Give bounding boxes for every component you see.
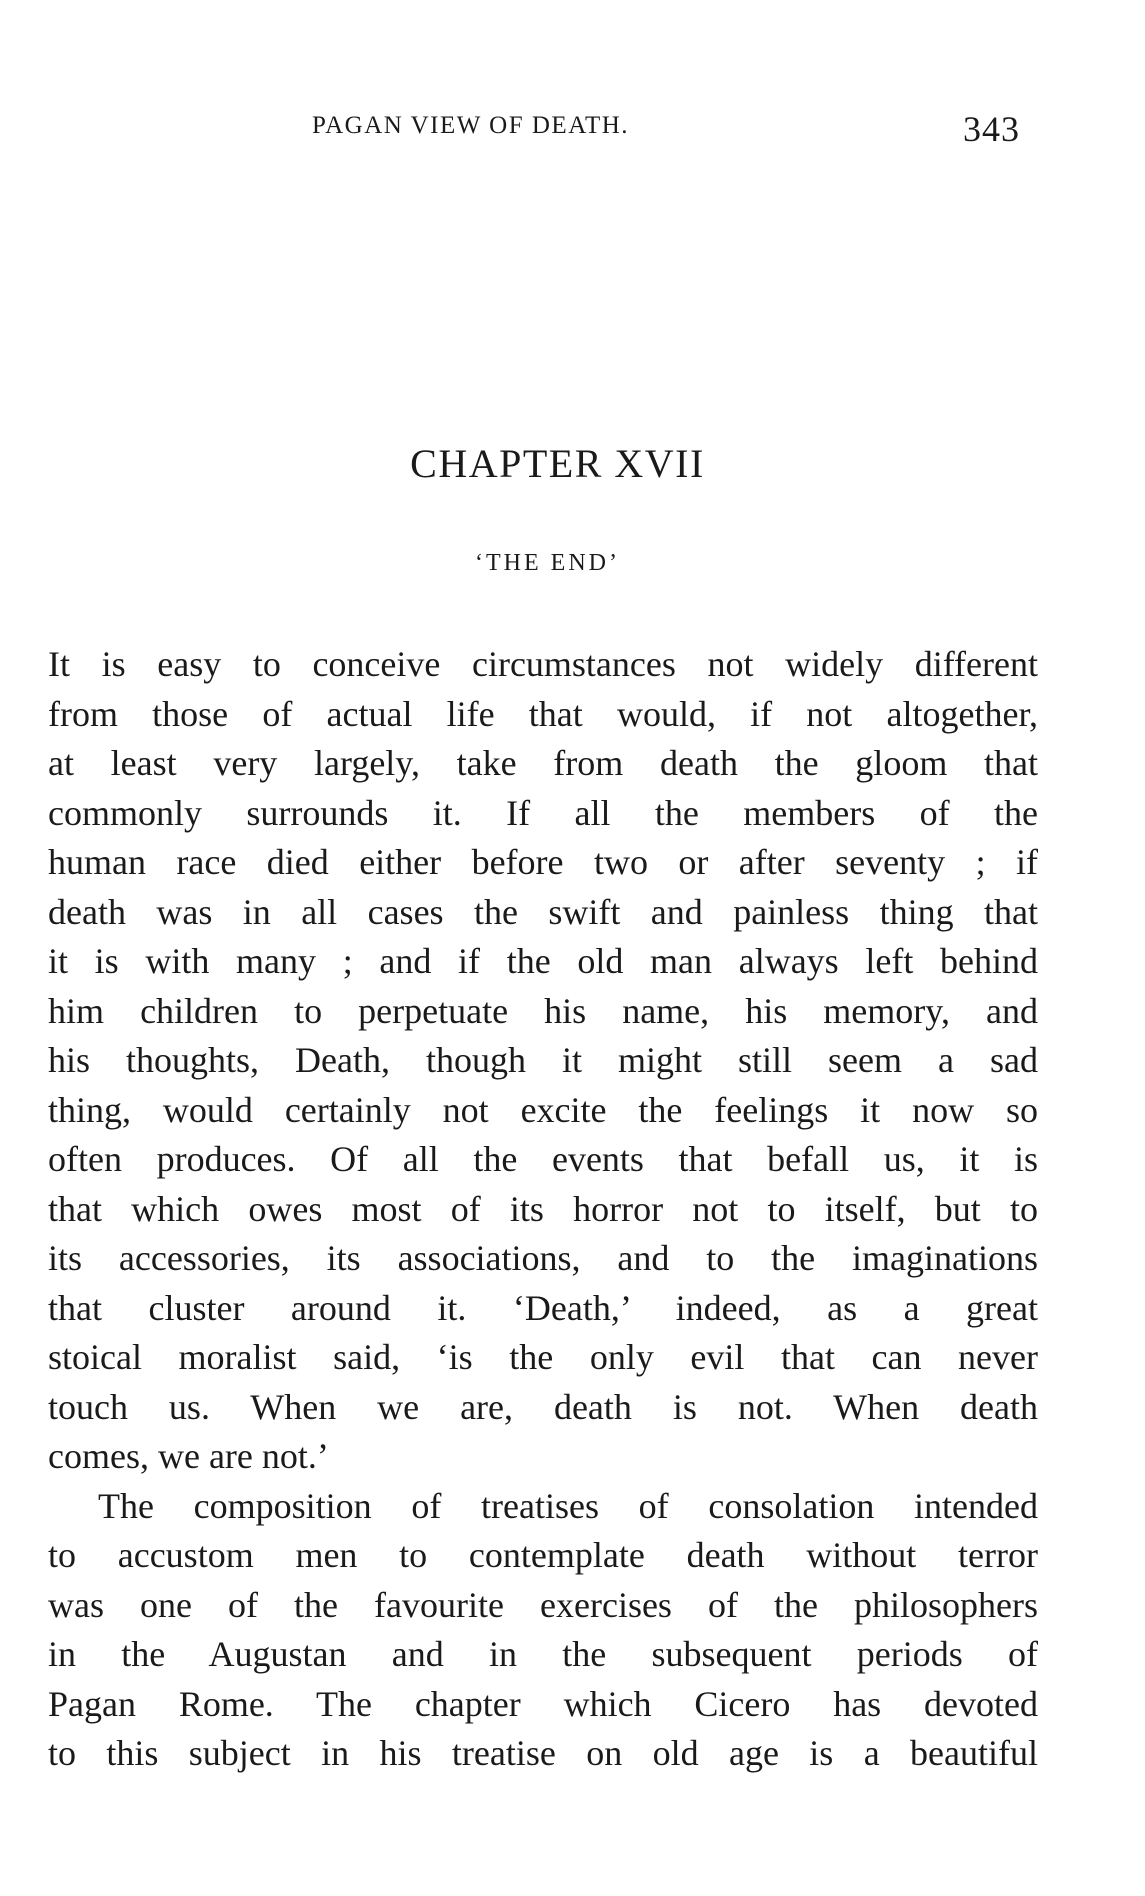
running-head — [0, 108, 1145, 158]
text-line: was one of the favourite exercises of the philosophers — [48, 1584, 1038, 1625]
text-line: stoical moralist said, ‘is the only evil that can never — [48, 1337, 1038, 1377]
text-line: from those of actual life that would, if not altogether, — [48, 693, 1038, 734]
text-line: in the Augustan and in the subsequent periods of — [48, 1634, 1038, 1674]
text-line: Pagan Rome. The chapter which Cicero has devoted — [48, 1683, 1038, 1724]
body-text — [48, 640, 1038, 1779]
text-line: its accessories, its associations, and to the imaginations — [48, 1238, 1038, 1278]
text-line: touch us. When we are, death is not. When death — [48, 1386, 1038, 1427]
chapter-heading: CHAPTER XVII — [410, 441, 705, 486]
text-line: to accustom men to contemplate death without terror — [48, 1535, 1038, 1575]
text-line: his thoughts, Death, though it might still seem a sad — [48, 1040, 1038, 1080]
text-line: that cluster around it. ‘Death,’ indeed, as a great — [48, 1287, 1038, 1328]
chapter-subtitle: ‘THE END’ — [475, 550, 620, 576]
text-line: to this subject in his treatise on old age is a beautiful — [48, 1733, 1038, 1773]
text-line: that which owes most of its horror not to itself, but to — [48, 1188, 1038, 1229]
paragraph-2 — [48, 1482, 1038, 1779]
text-line: him children to perpetuate his name, his memory, and — [48, 990, 1038, 1031]
text-line: human race died either before two or after seventy ; if — [48, 842, 1038, 882]
text-line: commonly surrounds it. If all the members of the — [48, 792, 1038, 833]
text-line: The composition of treatises of consolation intended — [98, 1485, 1038, 1526]
page-number: 343 — [963, 109, 1020, 149]
text-line: It is easy to conceive circumstances not widely different — [48, 644, 1038, 684]
text-line: death was in all cases the swift and painless thing that — [48, 891, 1038, 932]
text-line: it is with many ; and if the old man always left behind — [48, 941, 1038, 981]
text-line: often produces. Of all the events that befall us, it is — [48, 1139, 1038, 1179]
text-line: thing, would certainly not excite the feelings it now so — [48, 1089, 1038, 1130]
text-line: at least very largely, take from death the gloom that — [48, 743, 1038, 783]
text-line: comes, we are not.’ — [48, 1436, 329, 1476]
running-title: PAGAN VIEW OF DEATH. — [312, 112, 630, 139]
paragraph-1 — [48, 640, 1038, 1482]
